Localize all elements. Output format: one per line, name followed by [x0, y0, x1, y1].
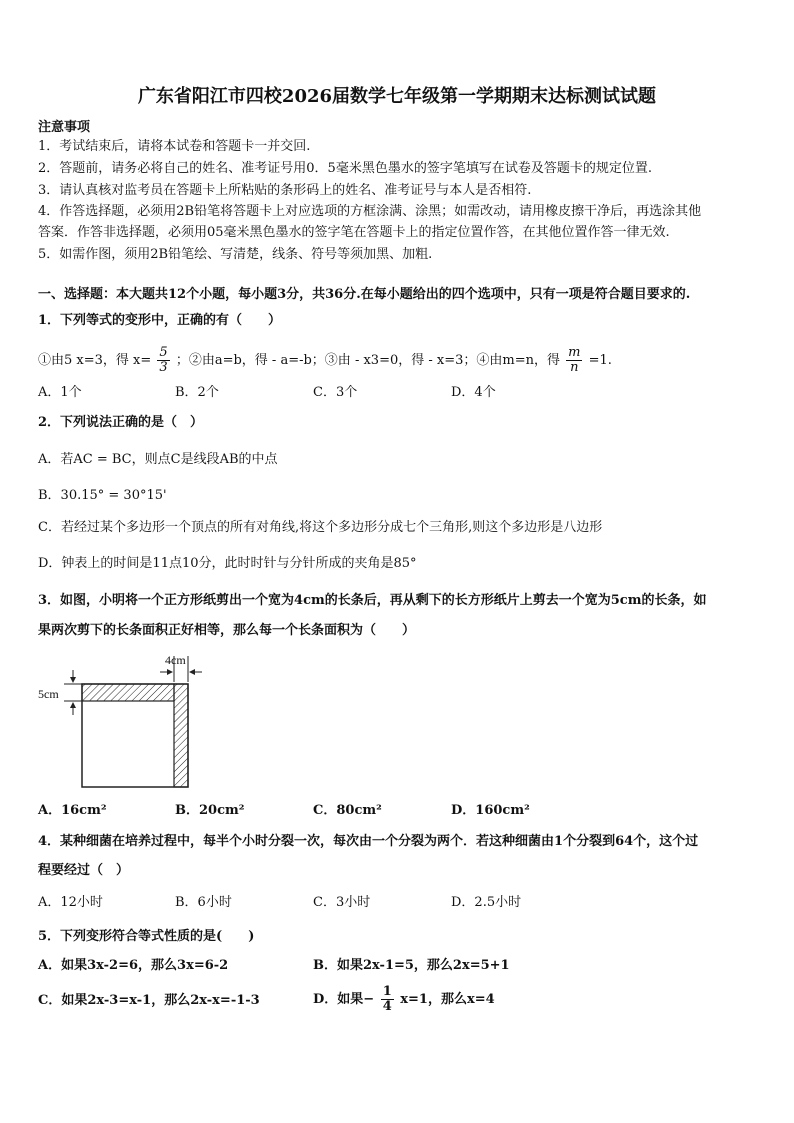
- option-b: B．2个: [175, 385, 219, 400]
- question-4-stem-line1: 4．某种细菌在培养过程中，每半个小时分裂一次，每次由一个分裂为两个．若这种细菌由1个分裂到64个，这个过: [38, 834, 699, 849]
- option-d-prefix: D．如果−: [313, 992, 375, 1007]
- arrow-head: [189, 669, 195, 675]
- option-d: [313, 983, 495, 1017]
- square-cut-figure: [36, 648, 216, 793]
- notice-item: 答案．作答非选择题，必须用05毫米黑色墨水的签字笔在答题卡上的指定位置作答，在其他位置作答一律无效.: [38, 225, 670, 240]
- fraction-1-over-4: [381, 985, 394, 1014]
- option-a: A．1个: [38, 385, 82, 400]
- right-strip: [174, 684, 188, 787]
- question-4-stem-line2: 程要经过（ ）: [38, 863, 130, 878]
- notice-item: 1．考试结束后，请将本试卷和答题卡一并交回.: [38, 139, 311, 154]
- fraction-denominator: 4: [382, 999, 392, 1014]
- option-a: A．如果3x-2=6，那么3x=6-2: [38, 958, 229, 973]
- notice-item: 2．答题前，请务必将自己的姓名、准考证号用0．5毫米黑色墨水的签字笔填写在试卷及答题卡的规定位置.: [38, 161, 652, 176]
- fraction-denominator: n: [570, 360, 579, 375]
- option-b: B．20cm²: [175, 803, 245, 818]
- option-c: C．如果2x-3=x-1，那么2x-x=-1-3: [38, 993, 260, 1008]
- label-4cm: 4cm: [165, 653, 186, 667]
- arrow-head: [167, 669, 173, 675]
- option-a: A．12小时: [38, 895, 103, 910]
- section-heading: 一、选择题：本大题共12个小题，每小题3分，共36分.在每小题给出的四个选项中，只有一项是符合题目要求的.: [38, 287, 691, 302]
- notice-item: 5．如需作图，须用2B铅笔绘、写清楚，线条、符号等须加黑、加粗.: [38, 247, 433, 262]
- notice-item: 3．请认真核对监考员在答题卡上所粘贴的条形码上的姓名、准考证号与本人是否相符.: [38, 183, 532, 198]
- question-1-conditions: [38, 346, 612, 376]
- question-3-stem-line1: 3．如图，小明将一个正方形纸剪出一个宽为4cm的长条后，再从剩下的长方形纸片上剪去一个宽为5cm的长条，如: [38, 593, 707, 608]
- option-d: D．钟表上的时间是11点10分，此时时针与分针所成的夹角是85°: [38, 556, 417, 571]
- arrow-head: [70, 677, 76, 683]
- option-a: A．16cm²: [38, 803, 107, 818]
- option-c: C．3小时: [313, 895, 371, 910]
- fraction-m-over-n: [566, 346, 582, 375]
- question-5-stem: 5．下列变形符合等式性质的是( ): [38, 929, 255, 944]
- option-c: C．若经过某个多边形一个顶点的所有对角线,将这个多边形分成七个三角形,则这个多边形是八边形: [38, 520, 603, 535]
- option-c: C．80cm²: [313, 803, 382, 818]
- fraction-numerator: 1: [382, 984, 392, 999]
- notice-item: 4．作答选择题，必须用2B铅笔将答题卡上对应选项的方框涂满、涂黑；如需改动，请用橡皮擦干净后，再选涂其他: [38, 204, 702, 219]
- option-c: C．3个: [313, 385, 358, 400]
- option-b: B．30.15° = 30°15': [38, 488, 167, 503]
- q1-part-a: ①由5 x=3，得 x=: [38, 353, 152, 368]
- fraction-denominator: 3: [159, 360, 168, 375]
- q1-part-b: ；②由a=b，得 - a=-b；③由 - x3=0，得 - x=3；④由m=n，得: [175, 353, 560, 368]
- option-b: B．如果2x-1=5，那么2x=5+1: [313, 958, 510, 973]
- label-5cm: 5cm: [38, 687, 59, 701]
- question-1-stem: 1．下列等式的变形中，正确的有（ ）: [38, 313, 282, 328]
- option-d: D．2.5小时: [451, 895, 522, 910]
- arrow-head: [70, 702, 76, 708]
- option-b: B．6小时: [175, 895, 232, 910]
- q1-part-c: =1.: [588, 353, 612, 368]
- notice-heading: 注意事项: [38, 120, 91, 135]
- fraction-numerator: 5: [159, 345, 168, 360]
- top-strip: [82, 684, 174, 701]
- fraction-numerator: m: [568, 345, 581, 360]
- question-2-stem: 2．下列说法正确的是（ ）: [38, 415, 204, 430]
- fraction-5-over-3: [157, 346, 169, 375]
- option-d: D．160cm²: [451, 803, 530, 818]
- question-3-stem-line2: 果两次剪下的长条面积正好相等，那么每一个长条面积为（ ）: [38, 623, 416, 638]
- option-d: D．4个: [451, 385, 496, 400]
- page-title: 广东省阳江市四校2026届数学七年级第一学期期末达标测试试题: [137, 86, 657, 107]
- option-d-suffix: x=1，那么x=4: [400, 992, 495, 1007]
- option-a: A．若AC = BC，则点C是线段AB的中点: [38, 452, 278, 467]
